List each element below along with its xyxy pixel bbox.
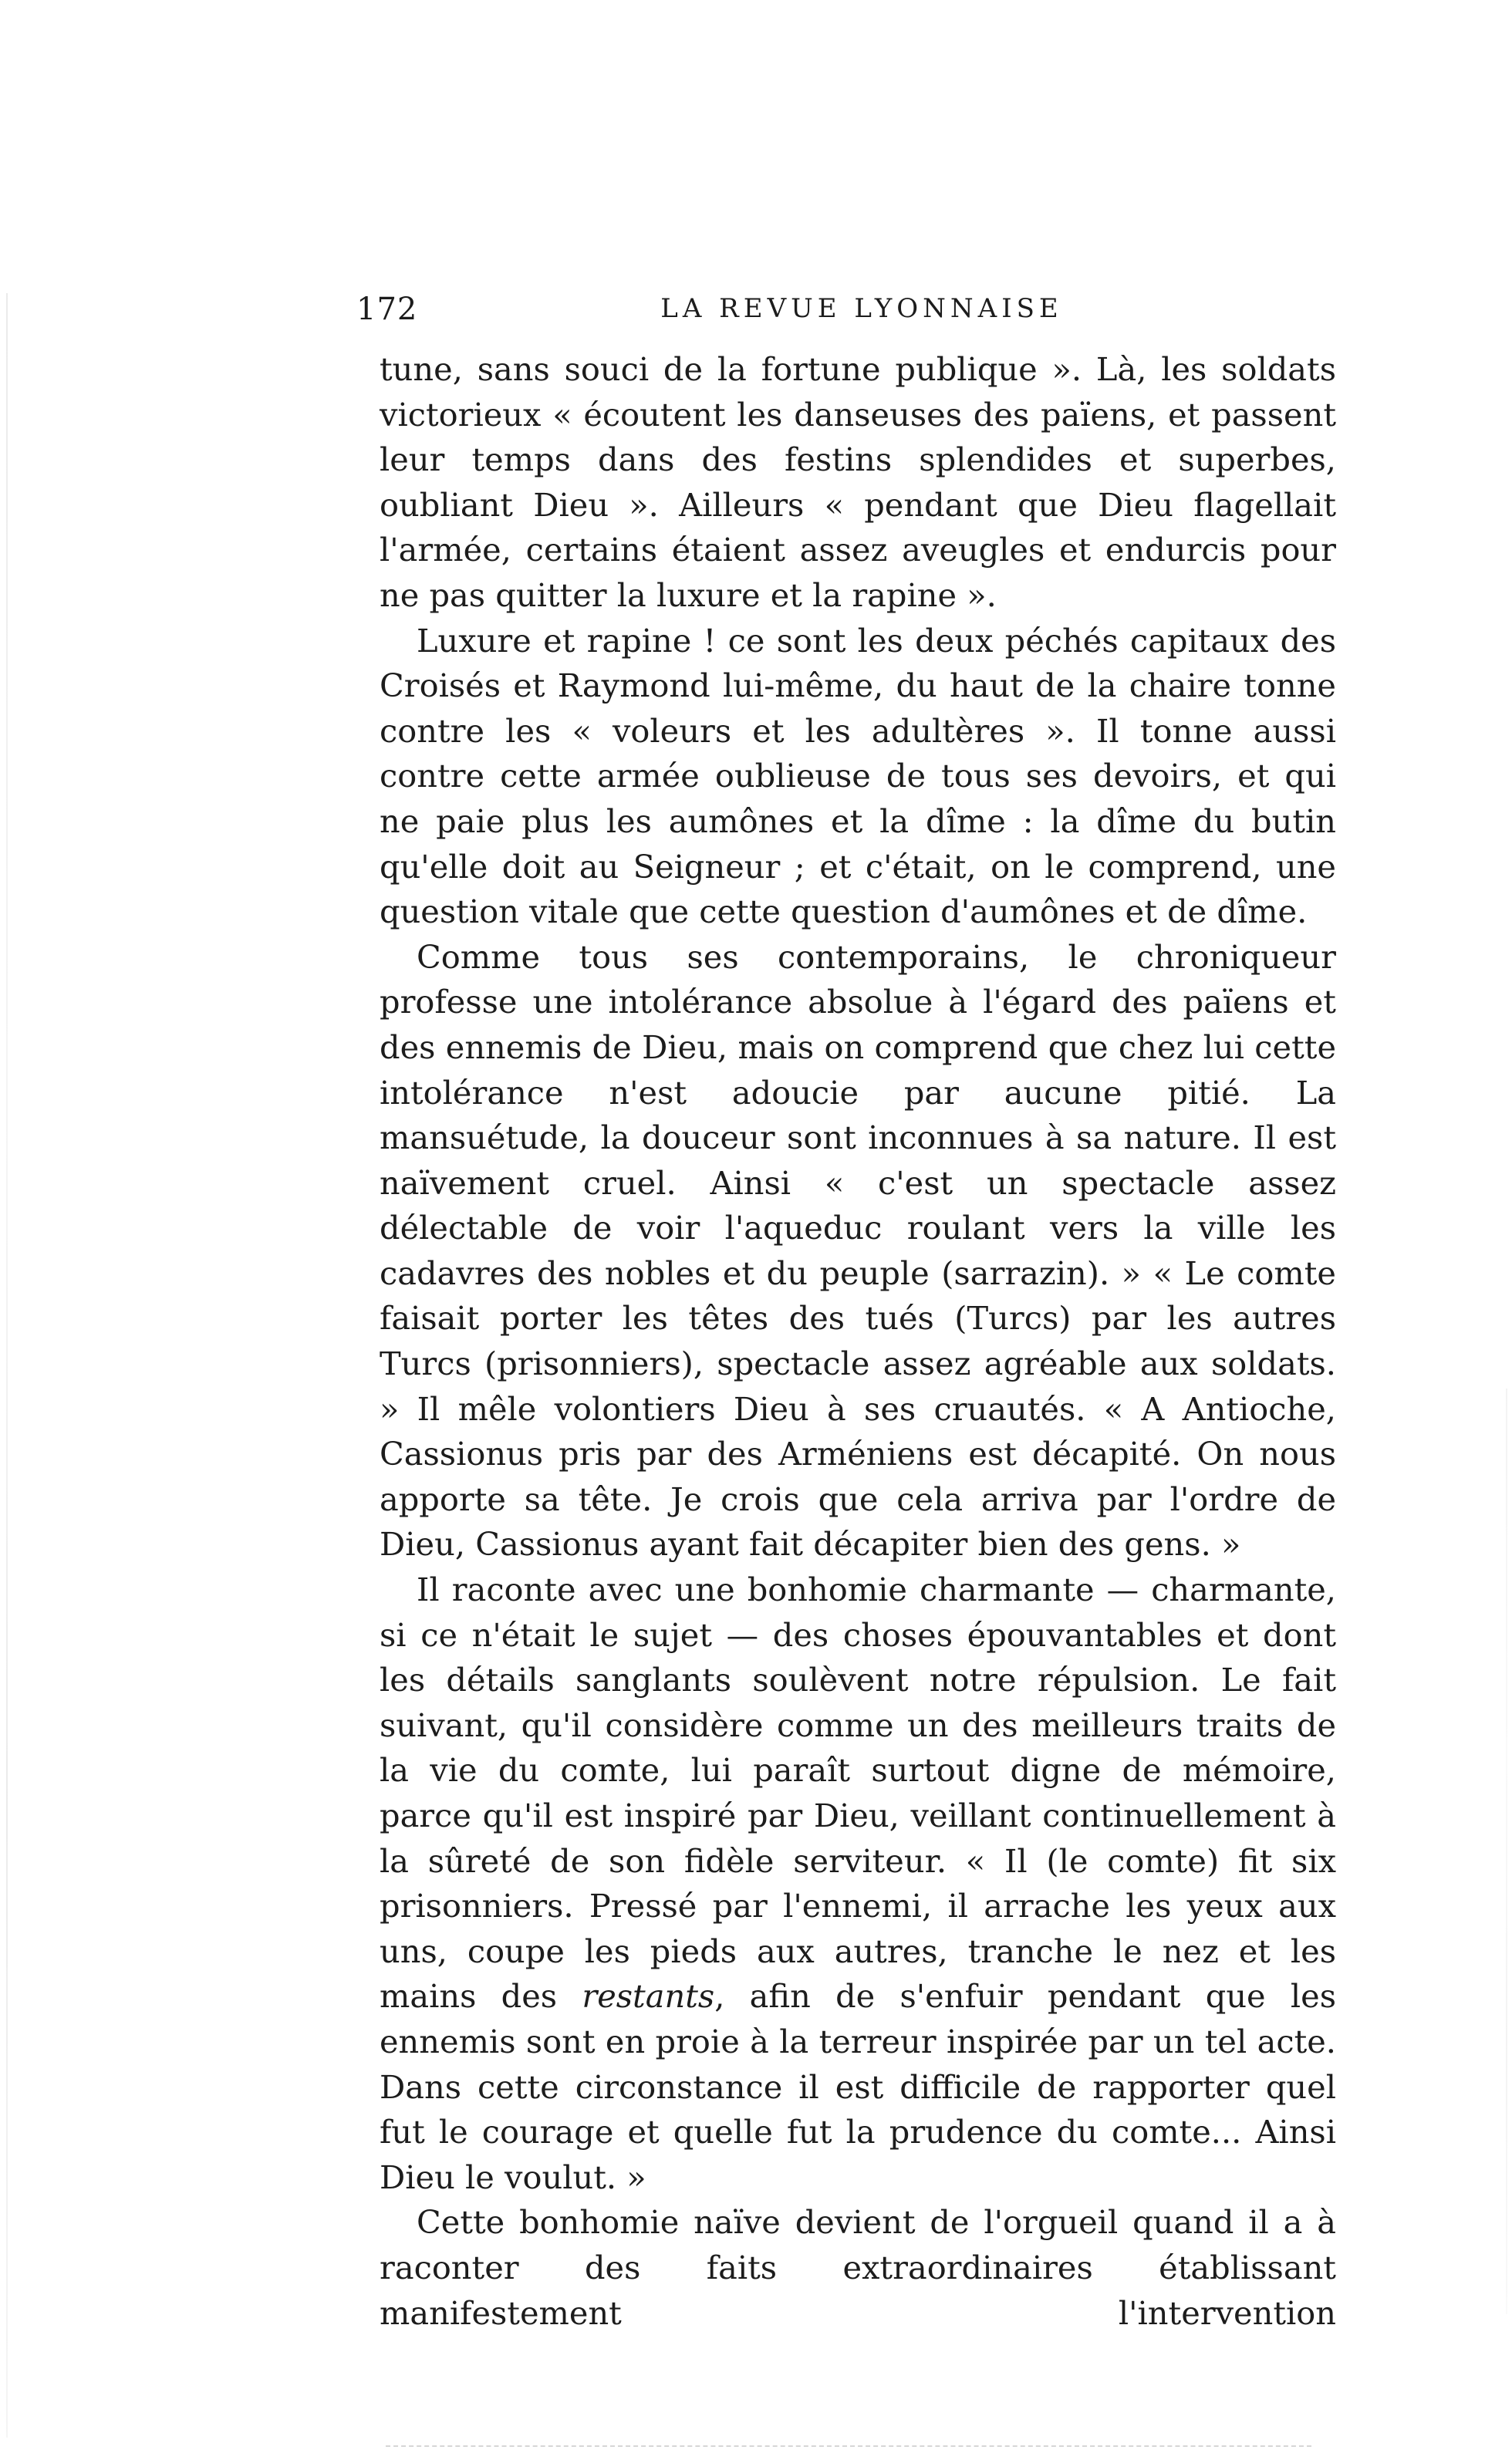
paragraph [380, 1567, 1336, 2200]
page-header [356, 292, 1336, 338]
paragraph: Luxure et rapine ! ce sont les deux péchés capitaux des Croisés et Raymond lui-même, du haut de la chaire tonne contre les « voleurs et les adultères ». Il tonne aussi contre cette armée oublieuse de tous ses devoirs, et qui ne paie plus les aumônes et la dîme : la dîme du butin qu'elle doit au Seigneur ; et c'était, on le comprend, une question vitale que cette question d'aumônes et de dîme. [380, 621, 1336, 931]
paragraph: Comme tous ses contemporains, le chroniqueur professe une intolérance absolue à l'égard des païens et des ennemis de Dieu, mais on comprend que chez lui cette intolérance n'est adoucie par aucune pitié. La mansuétude, la douceur sont inconnues à sa nature. Il est naïvement cruel. Ainsi « c'est un spectacle assez délectable de voir l'aqueduc roulant vers la ville les cadavres des nobles et du peuple (sarrazin). » « Le comte faisait porter les têtes des tués (Turcs) par les autres Turcs (prisonniers), spectacle assez agréable aux soldats. » Il mêle volontiers Dieu à ses cruautés. « A Antioche, Cassionus pris par des Arméniens est décapité. On nous apporte sa tête. Je crois que cela arriva par l'ordre de Dieu, Cassionus ayant fait décapiter bien des gens. » [380, 937, 1336, 1564]
scan-edge-artifact [6, 293, 8, 2438]
running-title: LA REVUE LYONNAISE [660, 293, 1063, 324]
paragraph-text-segment: , afin de s'enfuir pendant que les ennemis sont en proie à la terreur inspirée par un tel acte. Dans cette circonstance il est difficile de rapporter quel fut le courage et quelle fut la prudence du comte... Ainsi Dieu le voulut. » [380, 1977, 1337, 2196]
body-text [380, 347, 1336, 2336]
paragraph-continues-next-page: Cette bonhomie naïve devient de l'orgueil quand il a à raconter des faits extraordinaires établissant manifestement l'intervention [380, 2203, 1336, 2332]
paragraph-continued: tune, sans souci de la fortune publique ». Là, les soldats victorieux « écoutent les danseuses des païens, et passent leur temps dans des festins splendides et superbes, oubliant Dieu ». Ailleurs « pendant que Dieu flagellait l'armée, certains étaient assez aveugles et endurcis pour ne pas quitter la luxure et la rapine ». [380, 350, 1336, 614]
scan-bottom-artifact [386, 2445, 1311, 2448]
paragraph-text-segment: Il raconte avec une bonhomie charmante — charmante, si ce n'était le sujet — des choses épouvantables et dont les détails sanglants soulèvent notre répulsion. Le fait suivant, qu'il considère comme un des meilleurs traits de la vie du comte, lui paraît surtout digne de mémoire, parce qu'il est inspiré par Dieu, veillant continuellement à la sûreté de son fidèle serviteur. « Il (le comte) fit six prisonniers. Pressé par l'ennemi, il arrache les yeux aux uns, coupe les pieds aux autres, tranche le nez et les mains des [380, 1571, 1336, 2016]
italic-word: restants [582, 1977, 715, 2016]
page-number: 172 [356, 292, 418, 327]
scan-edge-artifact-right [1506, 1389, 1507, 2314]
